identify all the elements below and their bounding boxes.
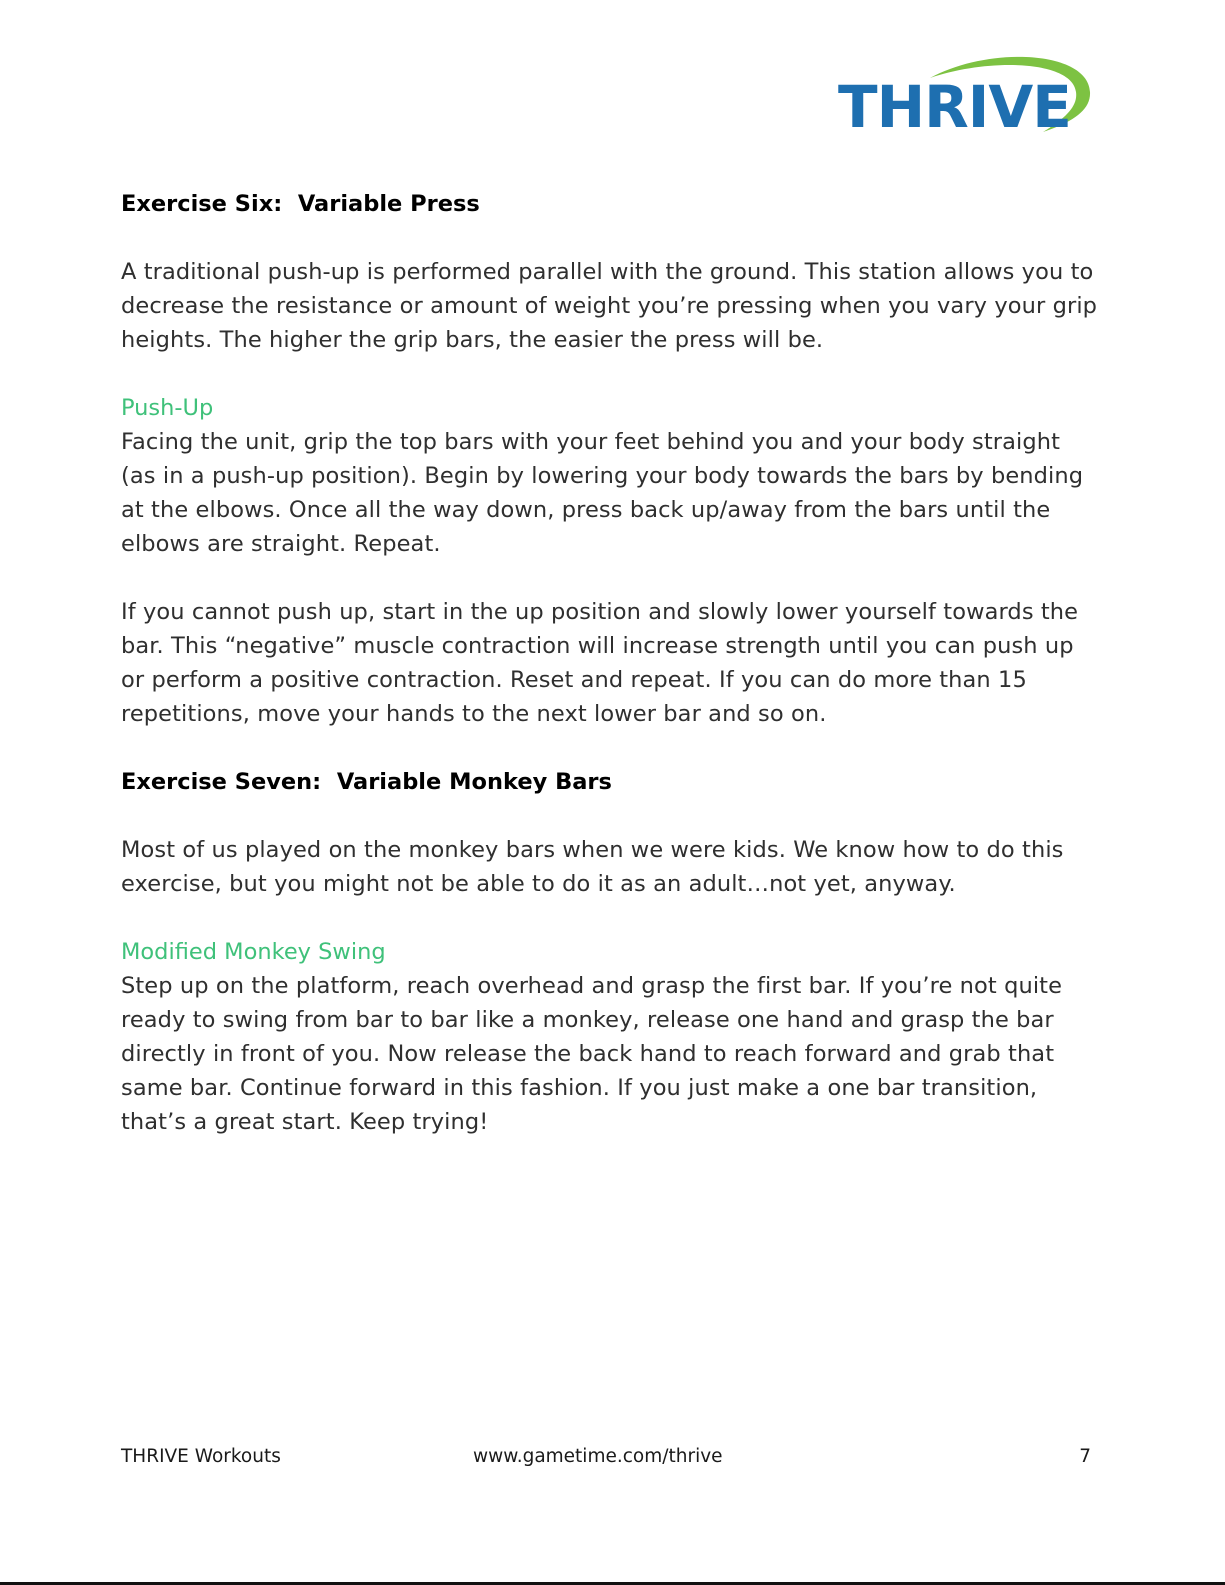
section-intro-paragraph: Most of us played on the monkey bars when we were kids. We know how to do this exercise, but you might not be able to do it as an adult…not yet, anyway. bbox=[121, 837, 1064, 897]
section-intro-paragraph: A traditional push-up is performed parallel with the ground. This station allows you to decrease the resistance or amount of weight you’re pressing when you vary your grip heights. The higher the grip bars, the easier the press will be. bbox=[121, 259, 1098, 353]
paragraph-push-up-negative: If you cannot push up, start in the up position and slowly lower yourself towards the bar. This “negative” muscle contraction will increase strength until you can push up or perform a positive contraction. Reset and repeat. If you can do more than 15 repetitions, move your hands to the next lower bar and so on. bbox=[121, 599, 1079, 727]
section-heading-exercise-six: Exercise Six: Variable Press bbox=[121, 191, 480, 217]
page-footer bbox=[121, 1442, 1091, 1472]
subheading-modified-monkey-swing: Modified Monkey Swing bbox=[121, 939, 386, 965]
thrive-logo-graphic bbox=[838, 52, 1098, 138]
paragraph-monkey-swing-instructions: Step up on the platform, reach overhead and grasp the first bar. If you’re not quite ready to swing from bar to bar like a monkey, release one hand and grasp the bar directly in front of you. Now release the back hand to reach forward and grab that same bar. Continue forward in this fashion. If you just make a one bar transition, that’s a great start. Keep trying! bbox=[121, 973, 1063, 1135]
paragraph-push-up-instructions: Facing the unit, grip the top bars with your feet behind you and your body straight (as in a push-up position). Begin by lowering your body towards the bars by bending at the elbows. Once all the way down, press back up/away from the bars until the elbows are straight. Repeat. bbox=[121, 429, 1084, 557]
document-body bbox=[121, 187, 1101, 1139]
subheading-push-up: Push-Up bbox=[121, 395, 214, 421]
logo-wordmark: THRIVE bbox=[838, 73, 1071, 138]
footer-website-link[interactable]: www.gametime.com/thrive bbox=[473, 1446, 723, 1467]
footer-title: THRIVE Workouts bbox=[121, 1446, 281, 1467]
page-number: 7 bbox=[1079, 1446, 1091, 1467]
section-heading-exercise-seven: Exercise Seven: Variable Monkey Bars bbox=[121, 769, 612, 795]
thrive-logo bbox=[838, 52, 1098, 138]
